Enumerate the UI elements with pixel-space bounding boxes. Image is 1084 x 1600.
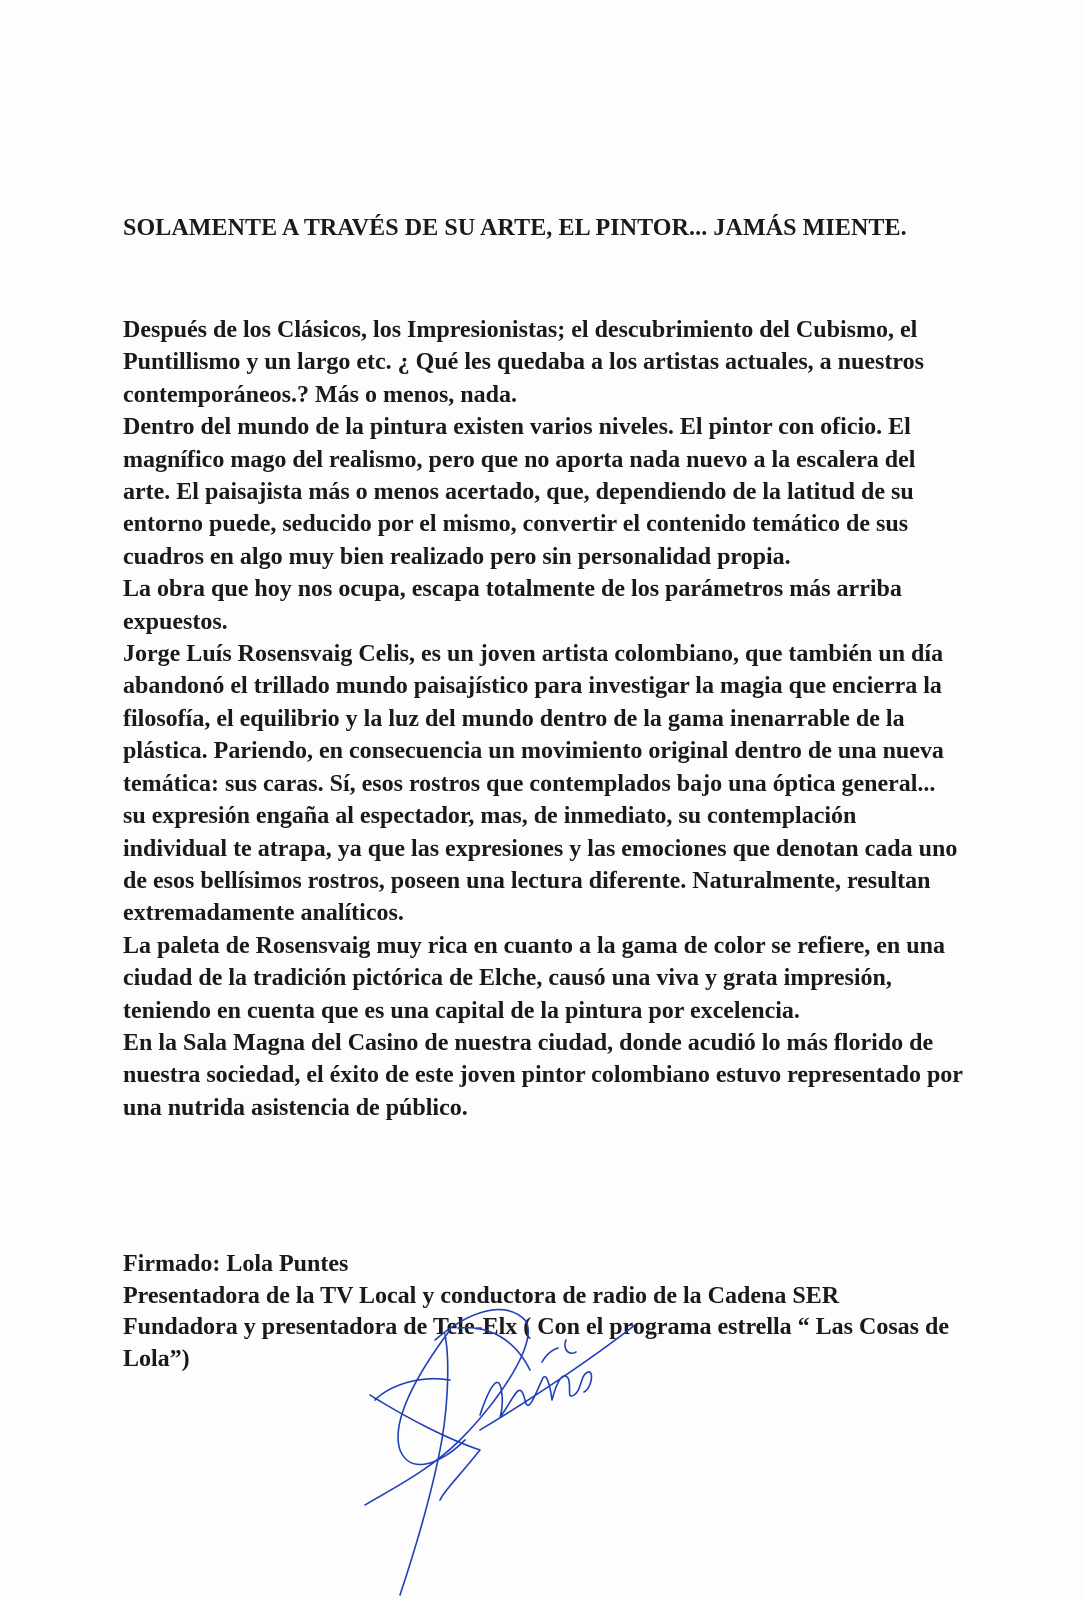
paragraph-6: En la Sala Magna del Casino de nuestra ciudad, donde acudió lo más florido de nuestra sociedad, el éxito de este joven pintor colombiano estuvo representado por una nutrida asistencia de público. — [123, 1029, 963, 1121]
signed-by: Firmado: Lola Puntes — [123, 1251, 349, 1277]
paragraph-4: Jorge Luís Rosensvaig Celis, es un joven artista colombiano, que también un día abandonó el trillado mundo paisajístico para investigar la magia que encierra la filosofía, el equilibrio y la luz del mundo dentro de la gama inenarrable de la plástica. Pariendo, en consecuencia un movimiento original dentro de una nueva temática: sus caras. Sí, esos rostros que contemplados bajo una óptica general... su expresión engaña al espectador, mas, de inmediato, su contemplación individual te atrapa, ya que las expresiones y las emociones que denotan cada uno de esos bellísimos rostros, poseen una lectura diferente. Naturalmente, resultan extremadamente analíticos. — [123, 641, 958, 927]
paragraph-2: Dentro del mundo de la pintura existen varios niveles. El pintor con oficio. El magnífico mago del realismo, pero que no aporta nada nuevo a la escalera del arte. El paisajista más o menos acertado, que, dependiendo de la latitud de su entorno puede, seducido por el mismo, convertir el contenido temático de sus cuadros en algo muy bien realizado pero sin personalidad propia. — [123, 414, 916, 570]
document-title: SOLAMENTE A TRAVÉS DE SU ARTE, EL PINTOR... JAMÁS MIENTE. — [123, 215, 907, 241]
paragraph-3: La obra que hoy nos ocupa, escapa totalmente de los parámetros más arriba expuestos. — [123, 576, 902, 635]
author-role-1: Presentadora de la TV Local y conductora de radio de la Cadena SER — [123, 1282, 840, 1309]
document-body — [123, 314, 963, 1124]
author-role-2: Fundadora y presentadora de Tele-Elx ( Con el programa estrella “ Las Cosas de Lola”) — [123, 1314, 950, 1372]
paragraph-1: Después de los Clásicos, los Impresionistas; el descubrimiento del Cubismo, el Puntillismo y un largo etc. ¿ Qué les quedaba a los artistas actuales, a nuestros contemporáneos.? Más o menos, nada. — [123, 317, 924, 408]
paragraph-5: La paleta de Rosensvaig muy rica en cuanto a la gama de color se refiere, en una ciudad de la tradición pictórica de Elche, causó una viva y grata impresión, teniendo en cuenta que es una capital de la pintura por excelencia. — [123, 932, 945, 1024]
handwritten-signature — [330, 1300, 670, 1600]
